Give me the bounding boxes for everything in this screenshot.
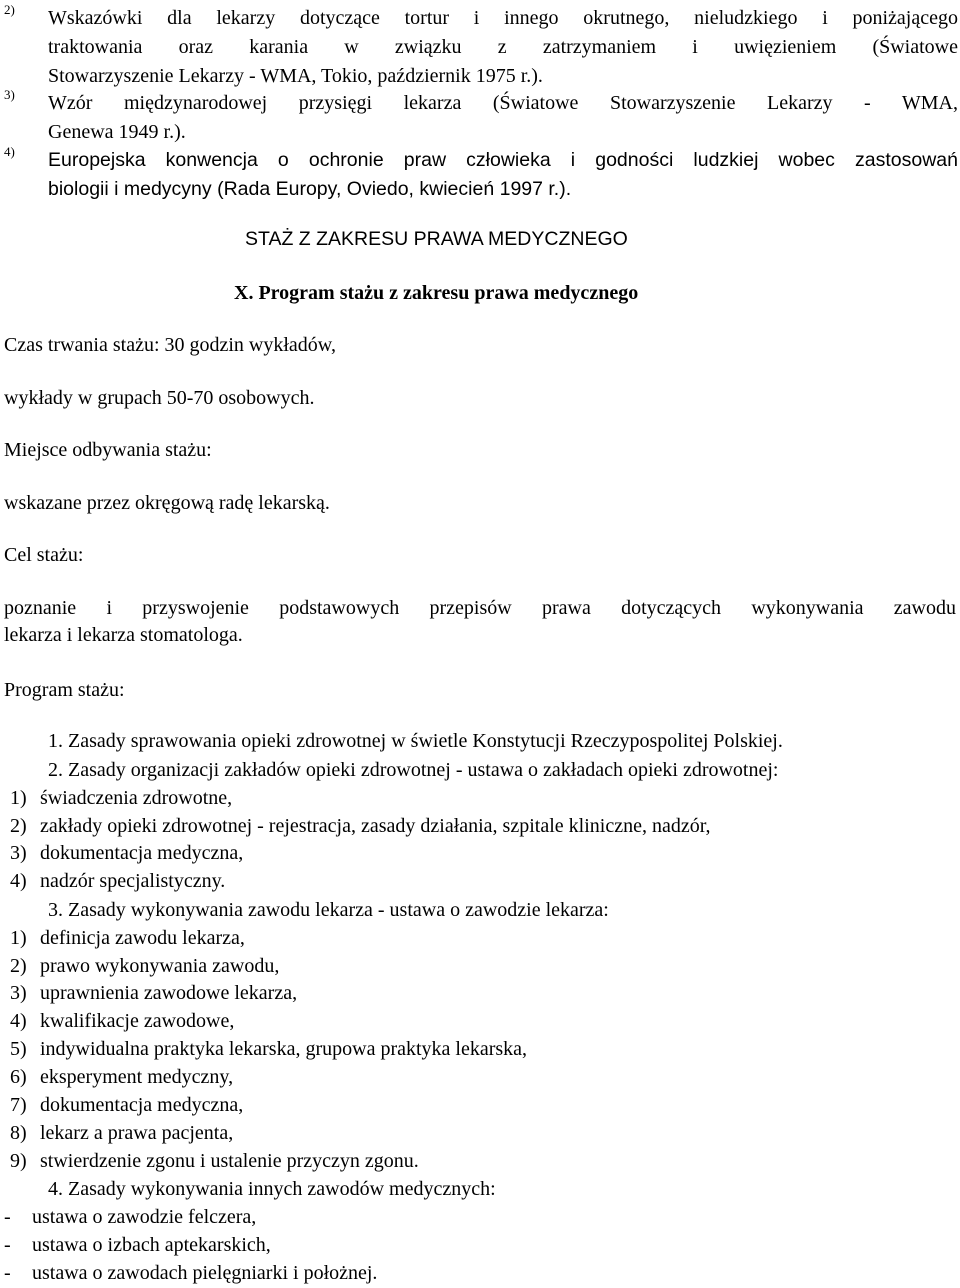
- footnote-number: 3): [4, 87, 15, 102]
- list-item: 7) dokumentacja medyczna,: [10, 1094, 244, 1116]
- list-item: 2) zakłady opieki zdrowotnej - rejestracja, zasady działania, szpitale kliniczne, nadzór,: [10, 815, 711, 837]
- duration-line: wykłady w grupach 50-70 osobowych.: [4, 387, 315, 409]
- list-item: 9) stwierdzenie zgonu i ustalenie przyczyn zgonu.: [10, 1150, 419, 1172]
- footnote-text: [48, 89, 958, 147]
- list-item: 3) uprawnienia zawodowe lekarza,: [10, 982, 298, 1004]
- footnote-line: Genewa 1949 r.).: [48, 121, 186, 143]
- footnote-line: Europejska konwencja o ochronie praw człowieka i godności ludzkiej wobec zastosowań: [48, 149, 958, 171]
- list-item: 4) kwalifikacje zawodowe,: [10, 1010, 235, 1032]
- goal-text: lekarza i lekarza stomatologa.: [4, 624, 243, 646]
- program-title: X. Program stażu z zakresu prawa medycznego: [234, 282, 639, 304]
- list-item: 6) eksperyment medyczny,: [10, 1066, 234, 1088]
- footnote-text: [48, 4, 958, 91]
- footnote-line: Wzór międzynarodowej przysięgi lekarza (Światowe Stowarzyszenie Lekarzy - WMA,: [48, 92, 958, 114]
- footnote-text: [48, 146, 958, 204]
- list-item: 1) definicja zawodu lekarza,: [10, 927, 245, 949]
- goal-text: poznanie i przyswojenie podstawowych przepisów prawa dotyczących wykonywania zawodu: [4, 597, 956, 619]
- program-topic: 2. Zasady organizacji zakładów opieki zdrowotnej - ustawa o zakładach opieki zdrowotnej:: [48, 759, 779, 781]
- footnote-line: Stowarzyszenie Lekarzy - WMA, Tokio, październik 1975 r.).: [48, 65, 543, 87]
- list-item: 4) nadzór specjalistyczny.: [10, 870, 226, 892]
- footnote-line: Wskazówki dla lekarzy dotyczące tortur i innego okrutnego, nieludzkiego i poniżającego: [48, 7, 958, 29]
- list-item: - ustawa o zawodzie felczera,: [4, 1206, 257, 1228]
- footnote-line: traktowania oraz karania w związku z zatrzymaniem i uwięzieniem (Światowe: [48, 36, 958, 58]
- list-item: - ustawa o izbach aptekarskich,: [4, 1234, 271, 1256]
- program-topic: 3. Zasady wykonywania zawodu lekarza - ustawa o zawodzie lekarza:: [48, 899, 609, 921]
- place-value: wskazane przez okręgową radę lekarską.: [4, 492, 330, 514]
- footnote-line: biologii i medycyny (Rada Europy, Oviedo, kwiecień 1997 r.).: [48, 178, 572, 200]
- list-item: 1) świadczenia zdrowotne,: [10, 787, 233, 809]
- list-item: 5) indywidualna praktyka lekarska, grupowa praktyka lekarska,: [10, 1038, 528, 1060]
- section-heading: STAŻ Z ZAKRESU PRAWA MEDYCZNEGO: [245, 228, 628, 250]
- program-topic: 4. Zasady wykonywania innych zawodów medycznych:: [48, 1178, 496, 1200]
- duration-line: Czas trwania stażu: 30 godzin wykładów,: [4, 334, 336, 356]
- list-item: - ustawa o zawodach pielęgniarki i położnej.: [4, 1262, 378, 1284]
- program-topic: 1. Zasady sprawowania opieki zdrowotnej w świetle Konstytucji Rzeczypospolitej Polskiej.: [48, 730, 783, 752]
- footnote-number: 2): [4, 2, 15, 17]
- goal-label: Cel stażu:: [4, 544, 84, 566]
- place-label: Miejsce odbywania stażu:: [4, 439, 212, 461]
- list-item: 8) lekarz a prawa pacjenta,: [10, 1122, 234, 1144]
- list-item: 3) dokumentacja medyczna,: [10, 842, 244, 864]
- list-item: 2) prawo wykonywania zawodu,: [10, 955, 280, 977]
- program-label: Program stażu:: [4, 679, 125, 701]
- footnote-number: 4): [4, 144, 15, 159]
